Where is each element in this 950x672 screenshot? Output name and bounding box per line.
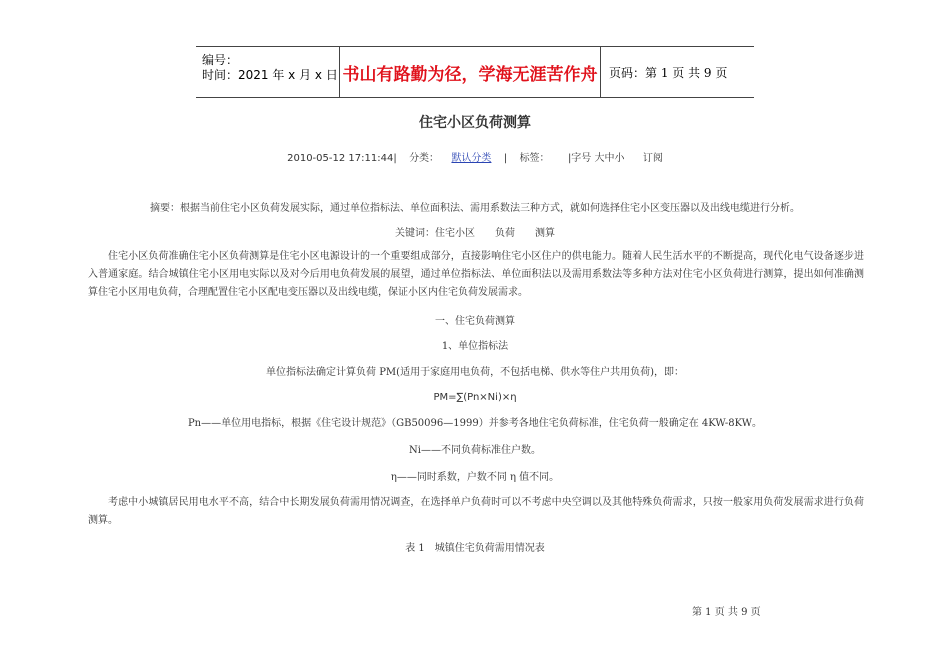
article-meta: [0, 149, 950, 164]
header-motto: 书山有路勤为径，学海无涯苦作舟: [339, 47, 601, 97]
pn-definition: Pn——单位用电指标，根据《住宅设计规范》（GB50096—1999）并参考各地住宅负荷标准，住宅负荷一般确定在 4KW-8KW。: [187, 418, 763, 429]
font-size-control[interactable]: |字号 大中小: [567, 153, 625, 164]
page-header: [196, 46, 754, 98]
article-title: 住宅小区负荷测算: [419, 115, 531, 131]
ni-definition: Ni——不同负荷标准住户数。: [409, 445, 541, 456]
formula: PM=∑(Pn×Ni)×η: [433, 392, 517, 403]
document-date: 时间：2021 年 x 月 x 日: [202, 68, 338, 82]
meta-separator: |: [503, 153, 508, 164]
eta-definition: η——同时系数，户数不同 η 值不同。: [390, 472, 560, 483]
header-info: [202, 53, 338, 83]
document-number-label: 编号：: [202, 53, 239, 67]
consideration-paragraph: 考虑中小城镇居民用电水平不高，结合中长期发展负荷需用情况调查，在选择单户负荷时可以不考虑中央空调以及其他特殊负荷需求，只按一般家用负荷发展需求进行负荷测算。: [88, 497, 864, 526]
table-caption: 表 1 城镇住宅负荷需用情况表: [405, 543, 545, 554]
tags-label: 标签：: [519, 153, 550, 164]
category-link[interactable]: 默认分类: [451, 153, 492, 164]
section-heading: 一、住宅负荷测算: [435, 316, 515, 327]
article-keywords: 关键词：住宅小区 负荷 测算: [395, 228, 555, 239]
subscribe-link[interactable]: 订阅: [642, 153, 663, 164]
category-label: 分类：: [409, 153, 440, 164]
header-page-info: 页码：第 1 页 共 9 页: [609, 65, 728, 80]
article-timestamp: 2010-05-12 17:11:44|: [287, 153, 397, 164]
intro-paragraph: 住宅小区负荷准确住宅小区负荷测算是住宅小区电源设计的一个重要组成部分，直接影响住宅小区住户的供电能力。随着人民生活水平的不断提高，现代化电气设备逐步进入普通家庭。结合城镇住宅小区用电实际以及对今后用电负荷发展的展望，通过单位指标法、单位面积法以及需用系数法等多种方法对住宅小区负荷进行测算，提出如何准确测算住宅小区用电负荷，合理配置住宅小区配电变压器以及出线电缆，保证小区内住宅负荷发展需求。: [88, 251, 864, 298]
article-abstract: 摘要：根据当前住宅小区负荷发展实际，通过单位指标法、单位面积法、需用系数法三种方式，就如何选择住宅小区变压器以及出线电缆进行分析。: [150, 203, 800, 214]
page-footer: 第 1 页 共 9 页: [692, 607, 761, 618]
subsection-heading: 1、单位指标法: [441, 341, 509, 352]
method-description: 单位指标法确定计算负荷 PM(适用于家庭用电负荷，不包括电梯、供水等住户共用负荷)，即：: [266, 367, 684, 378]
